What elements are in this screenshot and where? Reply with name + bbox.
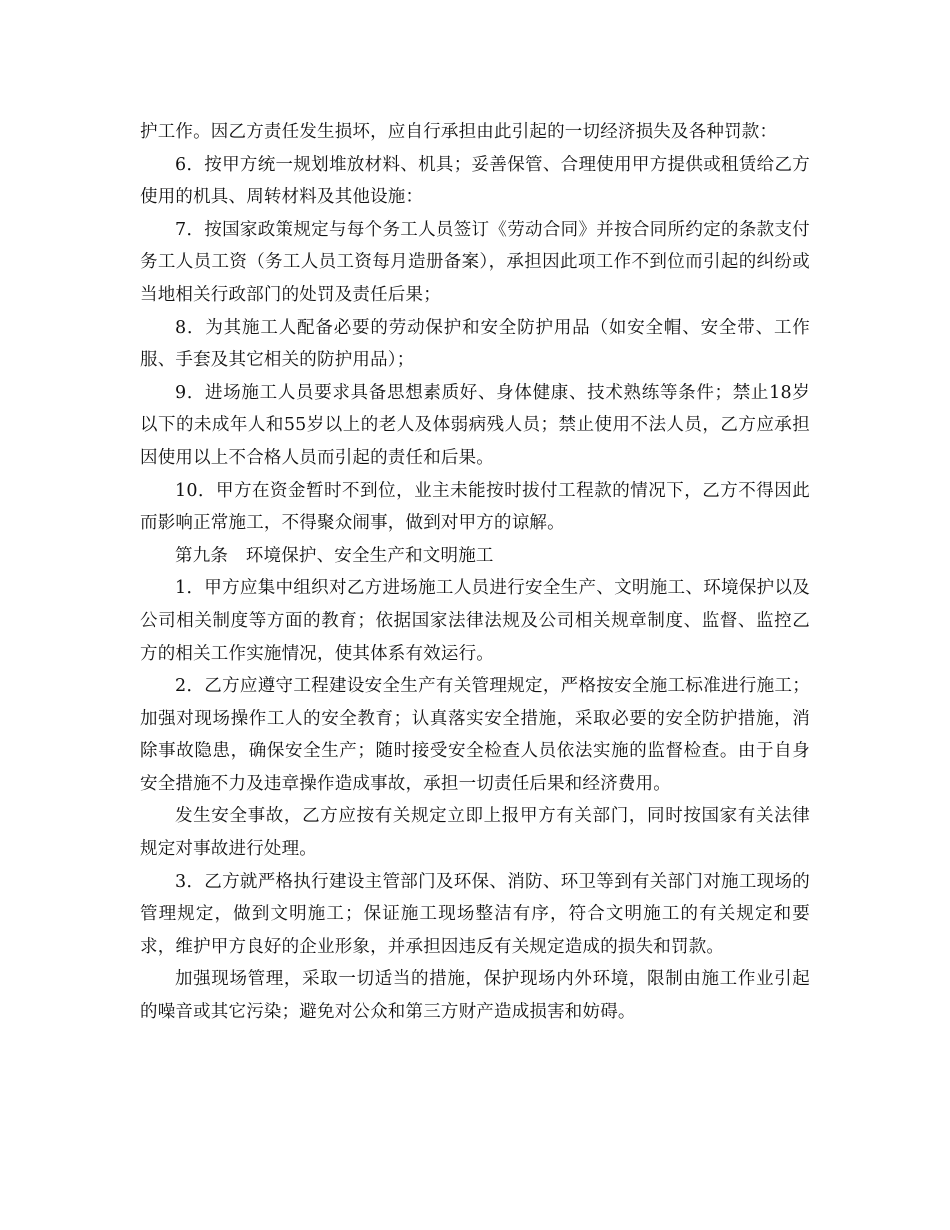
paragraph-section9-item-3: 3．乙方就严格执行建设主管部门及环保、消防、环卫等到有关部门对施工现场的管理规定，做到文明施工；保证施工现场整洁有序，符合文明施工的有关规定和要求，维护甲方良好的企业形象，并承担因违反有关规定造成的损失和罚款。 [140,871,810,957]
paragraph-section9-item-1: 1．甲方应集中组织对乙方进场施工人员进行安全生产、文明施工、环境保护以及公司相关制度等方面的教育；依据国家法律法规及公司相关规章制度、监督、监控乙方的相关工作实施情况，使其体系有效运行。 [140,578,810,664]
paragraph-item-7: 7．按国家政策规定与每个务工人员签订《劳动合同》并按合同所约定的条款支付务工人员工资（务工人员工资每月造册备案），承担因此项工作不到位而引起的纠纷或当地相关行政部门的处罚及责任后果； [140,219,810,305]
paragraph-item-9: 9．进场施工人员要求具备思想素质好、身体健康、技术熟练等条件；禁止18岁以下的未成年人和55岁以上的老人及体弱病残人员；禁止使用不法人员，乙方应承担因使用以上不合格人员而引起的责任和后果。 [140,382,810,468]
section-heading-article-9: 第九条 环境保护、安全生产和文明施工 [175,545,494,566]
paragraph-item-6: 6．按甲方统一规划堆放材料、机具；妥善保管、合理使用甲方提供或租赁给乙方使用的机具、周转材料及其他设施： [140,154,810,208]
paragraph-accident-report: 发生安全事故，乙方应按有关规定立即上报甲方有关部门，同时按国家有关法律规定对事故进行处理。 [140,806,810,860]
paragraph-continuation: 护工作。因乙方责任发生损坏，应自行承担由此引起的一切经济损失及各种罚款： [140,122,778,142]
paragraph-item-10: 10．甲方在资金暂时不到位，业主未能按时拔付工程款的情况下，乙方不得因此而影响正常施工，不得聚众闹事，做到对甲方的谅解。 [140,480,810,534]
document-body [140,116,810,1029]
paragraph-site-management: 加强现场管理，采取一切适当的措施，保护现场内外环境，限制由施工作业引起的噪音或其它污染；避免对公众和第三方财产造成损害和妨碍。 [140,969,810,1023]
paragraph-item-8: 8．为其施工人配备必要的劳动保护和安全防护用品（如安全帽、安全带、工作服、手套及其它相关的防护用品）； [140,317,810,371]
paragraph-section9-item-2: 2．乙方应遵守工程建设安全生产有关管理规定，严格按安全施工标准进行施工；加强对现场操作工人的安全教育；认真落实安全措施，采取必要的安全防护措施，消除事故隐患，确保安全生产；随时接受安全检查人员依法实施的监督检查。由于自身安全措施不力及违章操作造成事故，承担一切责任后果和经济费用。 [140,676,810,794]
